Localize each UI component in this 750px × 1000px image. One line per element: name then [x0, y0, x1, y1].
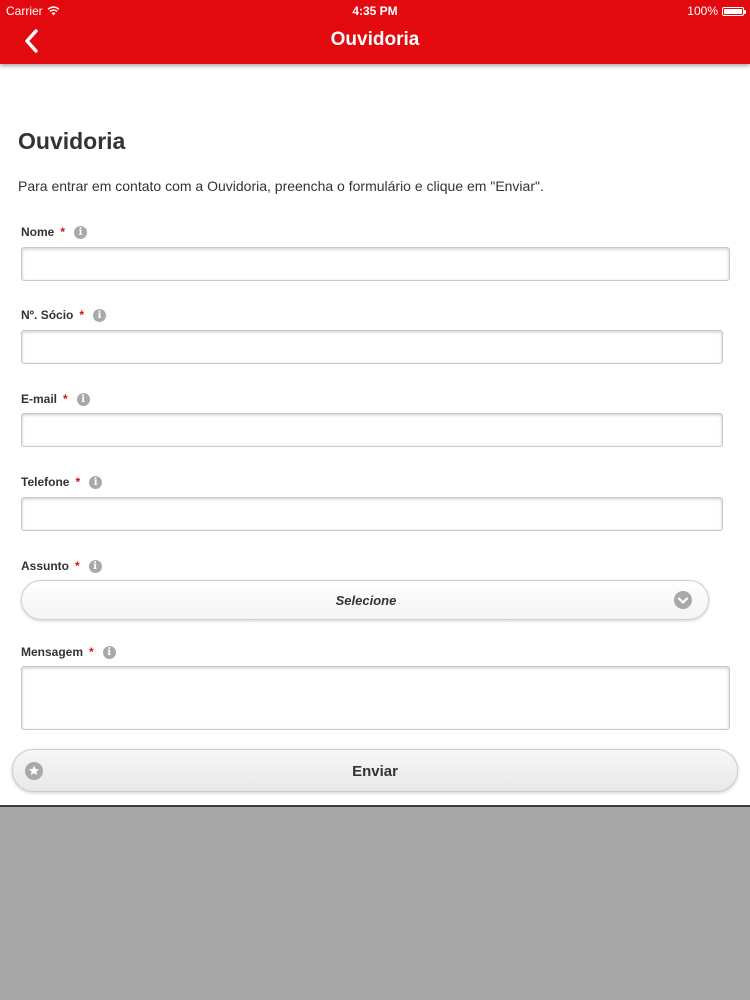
email-label-text: E-mail: [21, 392, 58, 406]
info-icon[interactable]: i: [93, 309, 106, 322]
info-icon[interactable]: i: [103, 646, 116, 659]
intro-text: Para entrar em contato com a Ouvidoria, preencha o formulário e clique em "Enviar".: [18, 178, 544, 194]
status-bar: [0, 0, 750, 20]
required-marker: *: [75, 475, 81, 489]
member-number-label: [21, 308, 106, 322]
submit-button-label: Enviar: [352, 763, 398, 780]
phone-label-text: Telefone: [21, 475, 70, 489]
required-marker: *: [79, 308, 85, 322]
required-marker: *: [75, 559, 80, 573]
name-label-text: Nome: [21, 225, 55, 239]
info-icon[interactable]: i: [74, 226, 87, 239]
info-icon[interactable]: i: [89, 476, 102, 489]
chevron-down-icon: [674, 591, 692, 609]
status-battery: [687, 4, 744, 18]
subject-select-value: Selecione: [335, 593, 397, 608]
submit-button[interactable]: [12, 749, 738, 792]
navigation-bar: [0, 0, 750, 64]
required-marker: *: [89, 645, 94, 659]
required-marker: *: [60, 225, 66, 239]
battery-level: [724, 9, 742, 14]
status-time: 4:35 PM: [352, 4, 398, 18]
message-label: [21, 645, 116, 659]
carrier-label: Carrier: [6, 4, 43, 18]
subject-label-text: Assunto: [21, 559, 69, 573]
info-icon[interactable]: i: [89, 560, 102, 573]
nav-title: Ouvidoria: [330, 29, 420, 50]
message-label-text: Mensagem: [21, 645, 84, 659]
message-field[interactable]: [21, 666, 730, 730]
member-number-label-text: Nº. Sócio: [21, 308, 74, 322]
name-field[interactable]: [21, 247, 730, 281]
form-page: [0, 64, 750, 807]
subject-label: [21, 559, 102, 573]
name-label: [21, 225, 87, 239]
required-marker: *: [63, 392, 68, 406]
phone-field[interactable]: [21, 497, 723, 531]
phone-label: [21, 475, 102, 489]
email-label: [21, 392, 90, 406]
battery-label: 100%: [687, 4, 718, 18]
info-icon[interactable]: i: [77, 393, 90, 406]
subject-select[interactable]: [21, 580, 709, 620]
member-number-field[interactable]: [21, 330, 723, 364]
battery-icon: [722, 7, 744, 16]
page-title: Ouvidoria: [18, 128, 126, 154]
email-field[interactable]: [21, 413, 723, 447]
